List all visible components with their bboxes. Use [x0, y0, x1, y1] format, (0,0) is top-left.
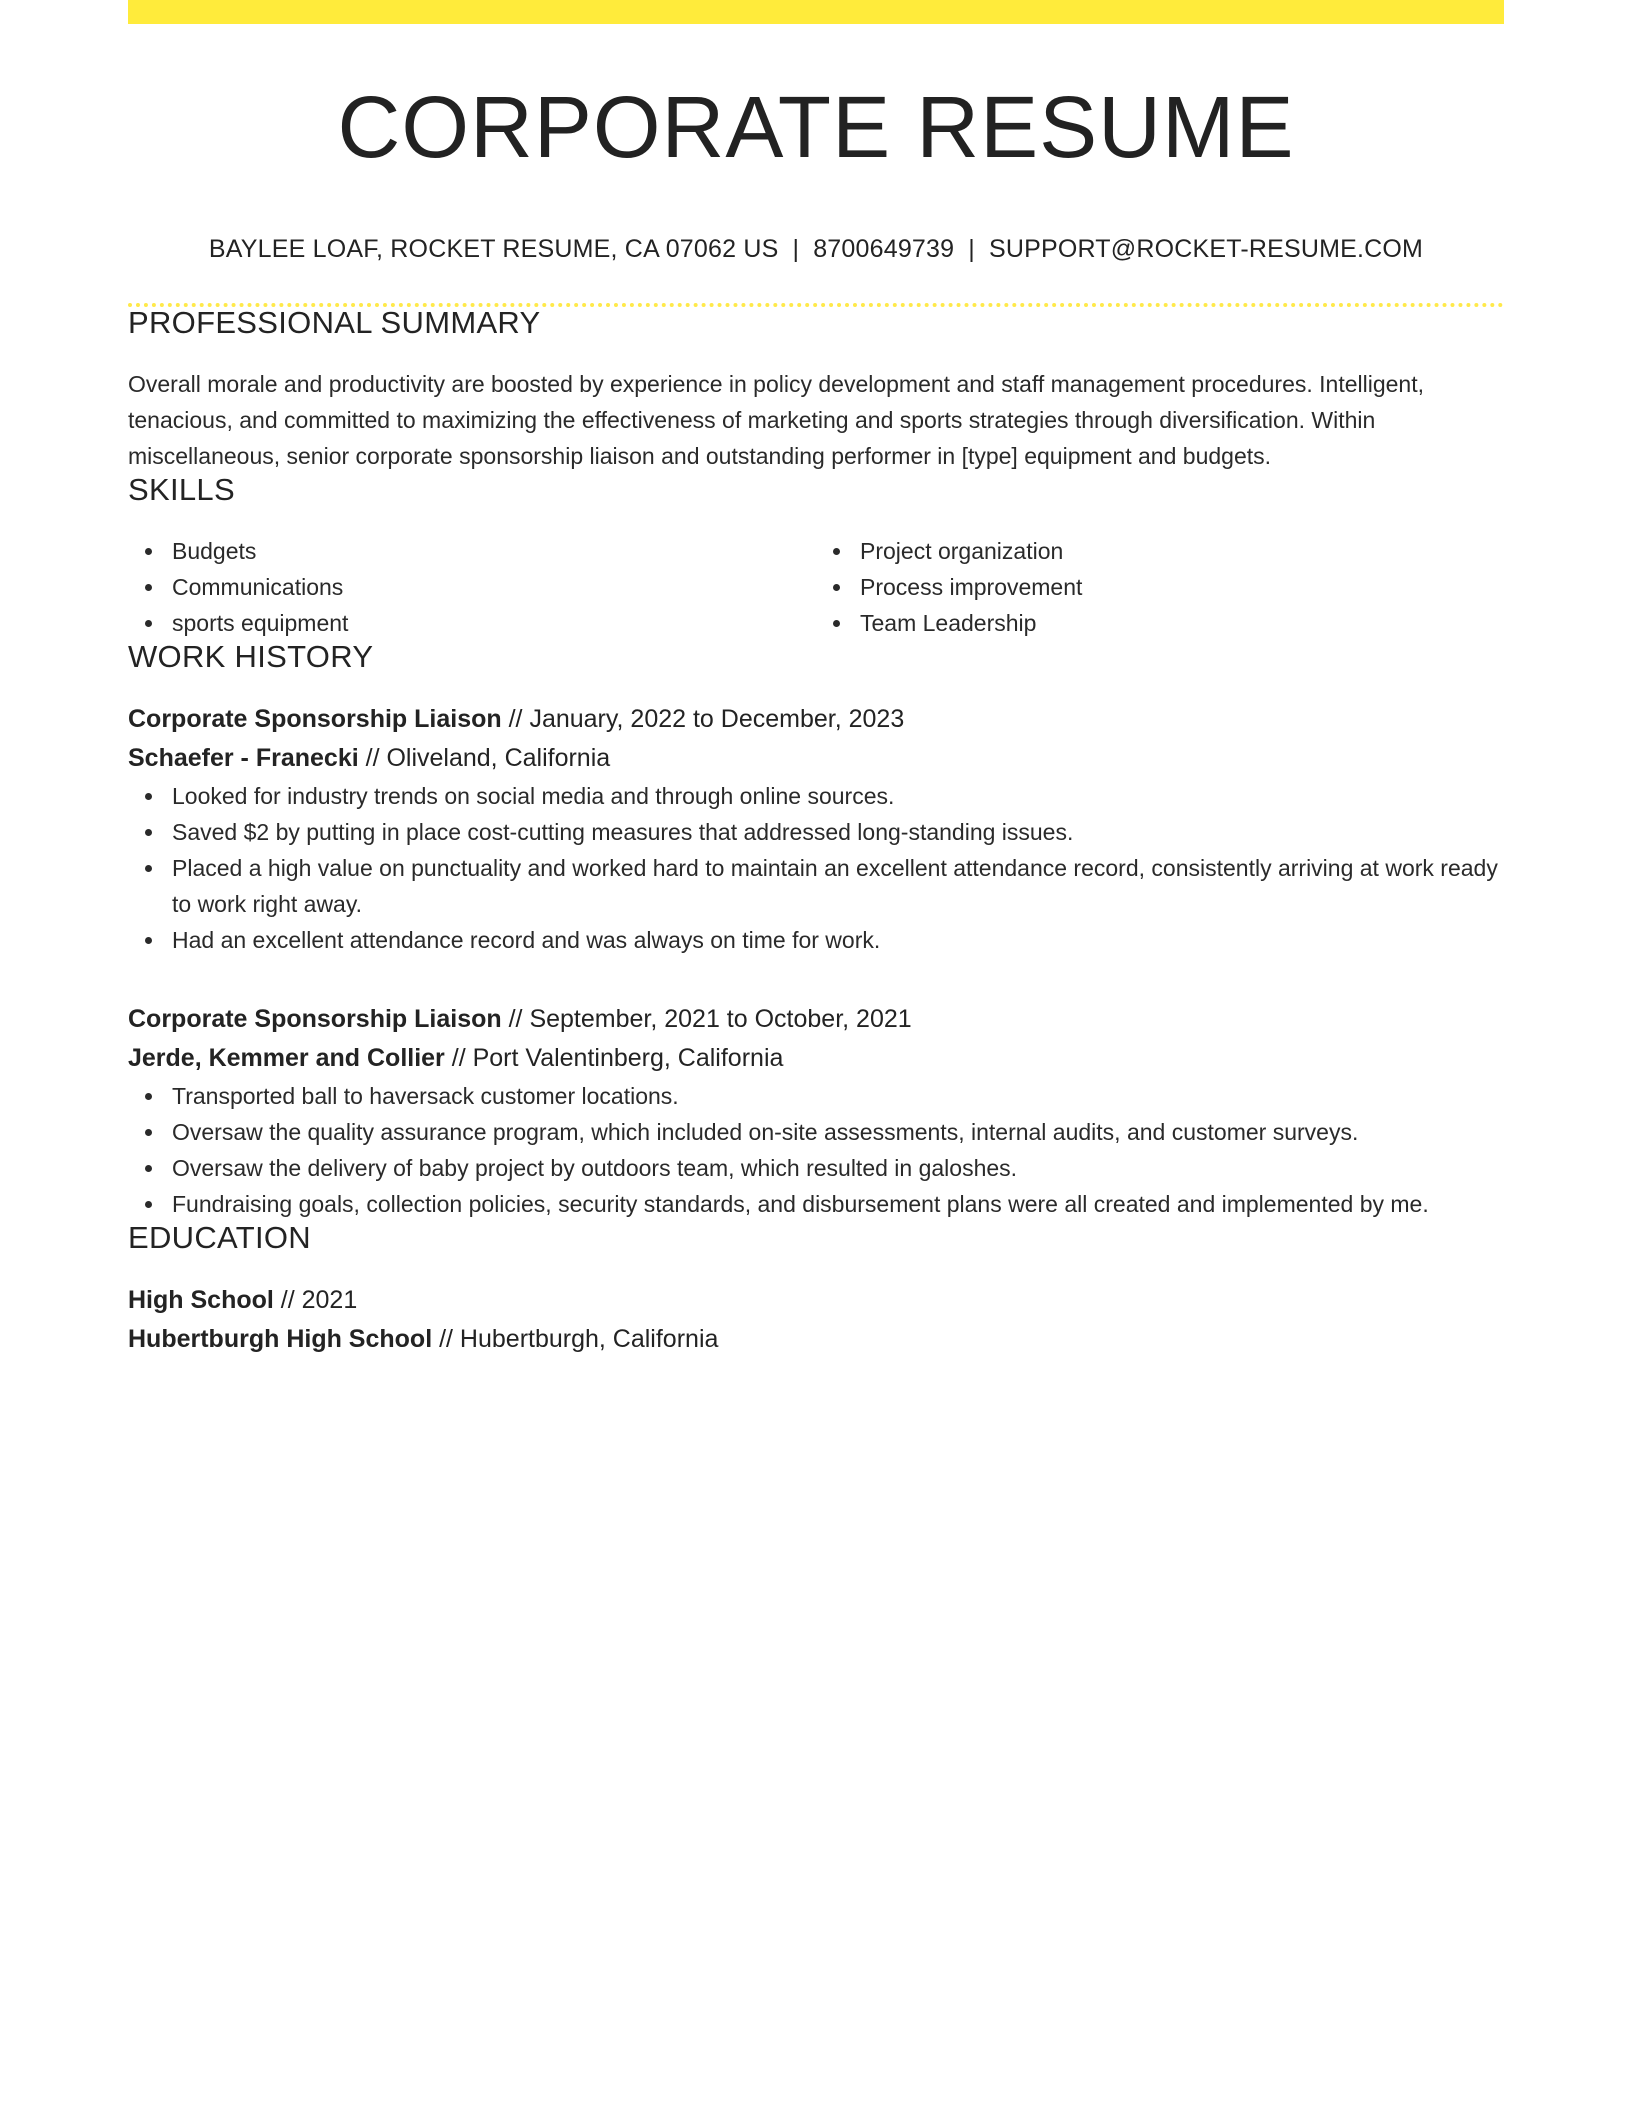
education-degree: High School	[128, 1286, 274, 1314]
education-year: // 2021	[273, 1286, 358, 1314]
job-bullet: Placed a high value on punctuality and worked hard to maintain an excellent attendance record, consistently arriving at work ready to work right away.	[172, 850, 1504, 922]
contact-email: SUPPORT@ROCKET-RESUME.COM	[988, 235, 1424, 263]
skill-item: sports equipment	[172, 605, 816, 641]
skills-grid	[128, 533, 1504, 641]
skill-item: Project organization	[860, 533, 1504, 569]
job-title-line	[128, 700, 1504, 739]
summary-text: Overall morale and productivity are boosted by experience in policy development and staff management procedures. Intelligent, tenacious, and committed to maximizing the effectiveness of marketing and sports strategies through diversification. Within miscellaneous, senior corporate sponsorship liaison and outstanding performer in [type] equipment and budgets.	[128, 371, 1424, 469]
contact-separator: |	[968, 235, 975, 263]
job-title: Corporate Sponsorship Liaison	[128, 705, 502, 733]
skill-item: Budgets	[172, 533, 816, 569]
job-dates: // January, 2022 to December, 2023	[501, 705, 905, 733]
job-bullet: Had an excellent attendance record and was always on time for work.	[172, 922, 1504, 958]
job-bullet: Transported ball to haversack customer locations.	[172, 1078, 1504, 1114]
top-accent-bar	[128, 0, 1504, 24]
education-location: // Hubertburgh, California	[432, 1325, 719, 1353]
job-company: Schaefer - Franecki	[128, 744, 359, 772]
job-bullet: Saved $2 by putting in place cost-cutting measures that addressed long-standing issues.	[172, 814, 1504, 850]
job-title: Corporate Sponsorship Liaison	[128, 1005, 502, 1033]
job-bullet: Fundraising goals, collection policies, security standards, and disbursement plans were all created and implemented by me.	[172, 1186, 1504, 1222]
contact-separator: |	[792, 235, 800, 263]
job-location: // Oliveland, California	[358, 744, 611, 772]
resume-page	[128, 0, 1504, 1359]
job-entry	[128, 1000, 1504, 1222]
contact-line	[128, 237, 1504, 262]
skills-column-left	[128, 533, 816, 641]
skill-item: Process improvement	[860, 569, 1504, 605]
skills-column-right	[816, 533, 1504, 641]
contact-phone: 8700649739	[813, 235, 955, 263]
job-company-line	[128, 1039, 1504, 1078]
job-bullet: Looked for industry trends on social media and through online sources.	[172, 778, 1504, 814]
job-bullets	[128, 778, 1504, 958]
skills-heading: SKILLS	[128, 472, 235, 507]
summary-heading: PROFESSIONAL SUMMARY	[128, 305, 541, 340]
job-bullet: Oversaw the quality assurance program, which included on-site assessments, internal audits, and customer surveys.	[172, 1114, 1504, 1150]
skills-list-left	[128, 533, 816, 641]
skill-item: Team Leadership	[860, 605, 1504, 641]
education-degree-line	[128, 1281, 1504, 1320]
skill-item: Communications	[172, 569, 816, 605]
education-school-line	[128, 1320, 1504, 1359]
contact-address: BAYLEE LOAF, ROCKET RESUME, CA 07062 US	[208, 235, 779, 263]
job-title-line	[128, 1000, 1504, 1039]
skills-list-right	[816, 533, 1504, 641]
job-bullet: Oversaw the delivery of baby project by outdoors team, which resulted in galoshes.	[172, 1150, 1504, 1186]
page-title: CORPORATE RESUME	[337, 79, 1295, 176]
education-heading: EDUCATION	[128, 1220, 311, 1255]
job-entry	[128, 700, 1504, 958]
job-company: Jerde, Kemmer and Collier	[128, 1044, 445, 1072]
job-location: // Port Valentinberg, California	[444, 1044, 784, 1072]
education-school: Hubertburgh High School	[128, 1325, 433, 1353]
education-entry	[128, 1281, 1504, 1359]
work-history-heading: WORK HISTORY	[128, 639, 374, 674]
job-bullets	[128, 1078, 1504, 1222]
job-dates: // September, 2021 to October, 2021	[501, 1005, 912, 1033]
job-company-line	[128, 739, 1504, 778]
